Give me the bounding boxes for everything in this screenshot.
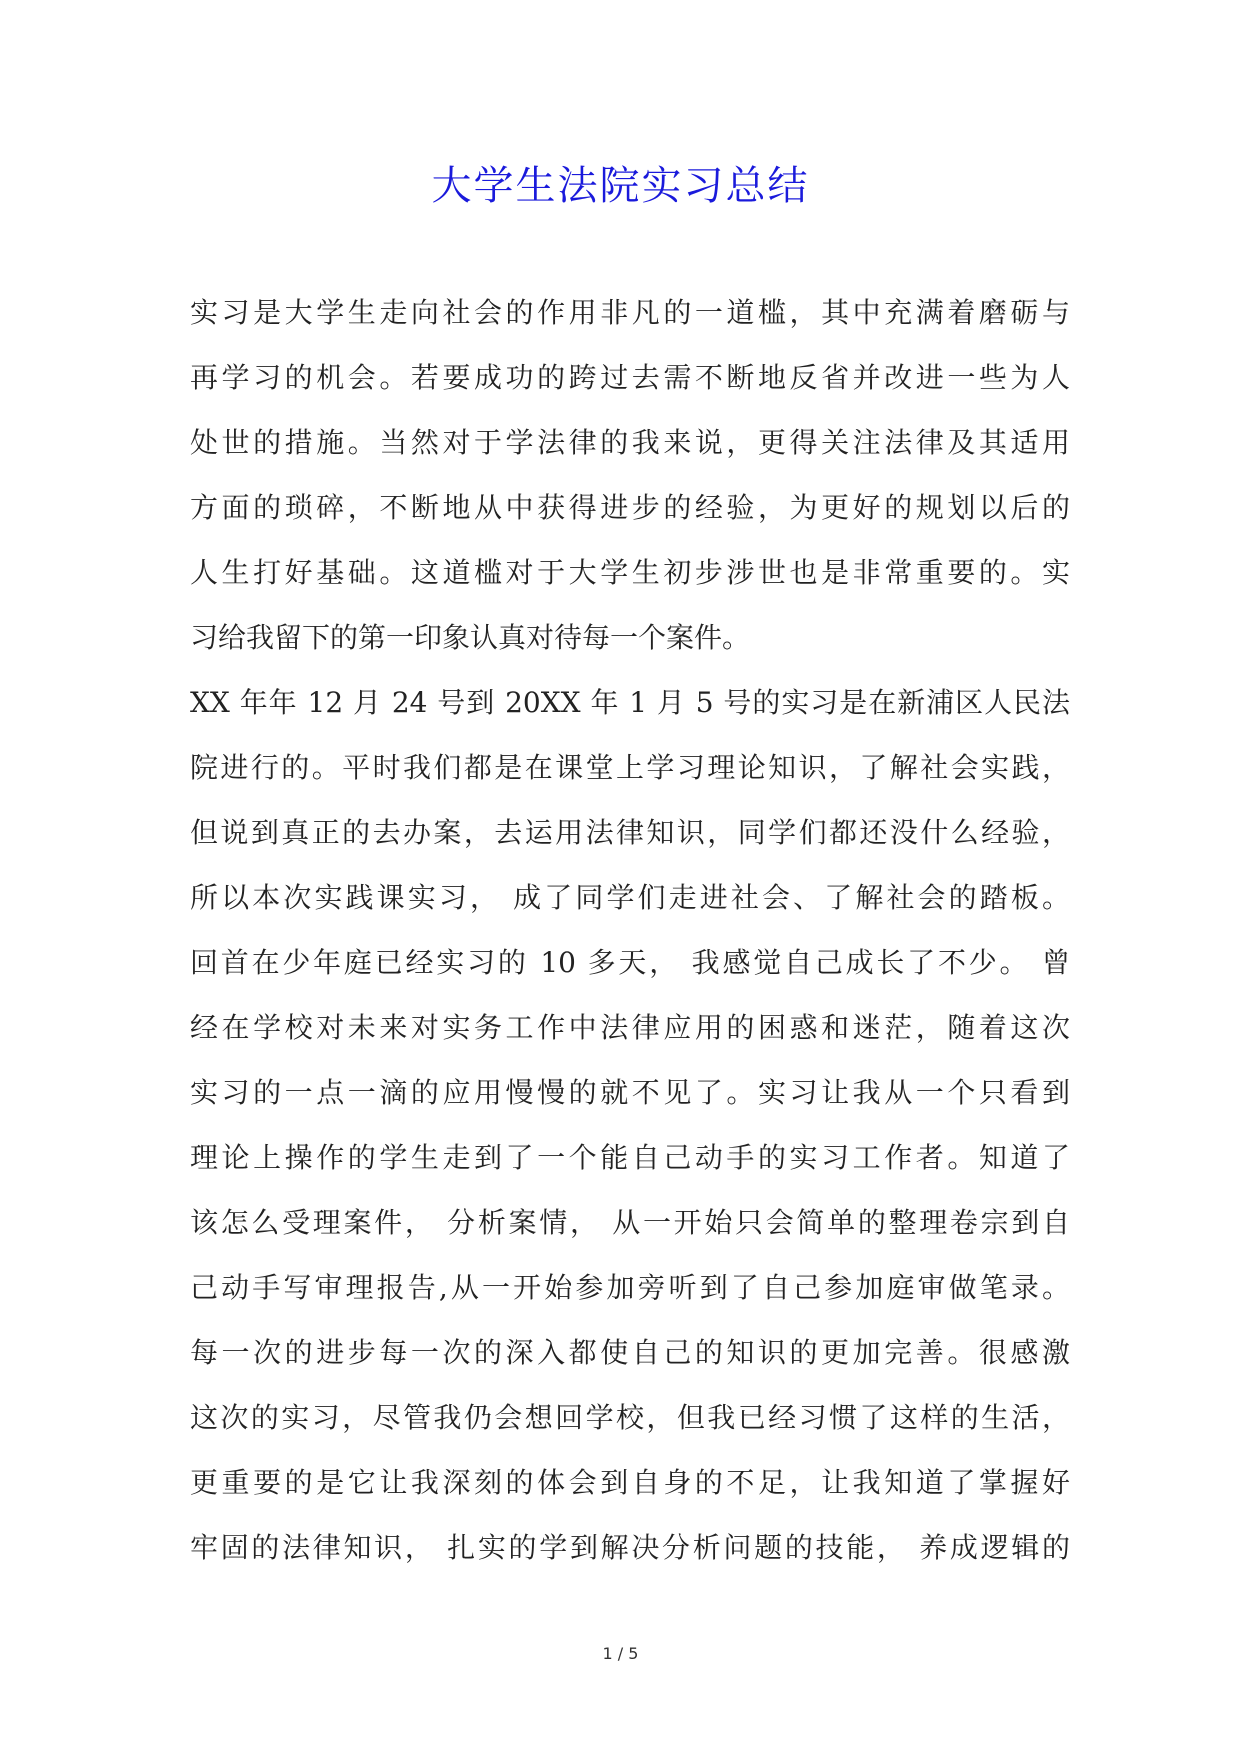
body-line: 牢固的法律知识， 扎实的学到解决分析问题的技能， 养成逻辑的 [190, 1531, 1070, 1564]
body-line: 院进行的。平时我们都是在课堂上学习理论知识，了解社会实践， [190, 751, 1070, 784]
body-line: 再学习的机会。若要成功的跨过去需不断地反省并改进一些为人 [190, 361, 1070, 394]
body-line: 处世的措施。当然对于学法律的我来说，更得关注法律及其适用 [190, 426, 1070, 459]
body-line: 理论上操作的学生走到了一个能自己动手的实习工作者。知道了 [190, 1141, 1070, 1174]
document-body [190, 280, 1070, 1580]
body-line: 实习是大学生走向社会的作用非凡的一道槛，其中充满着磨砺与 [190, 296, 1070, 329]
body-line: 更重要的是它让我深刻的体会到自身的不足，让我知道了掌握好 [190, 1466, 1070, 1499]
page-number: 1 / 5 [602, 1644, 639, 1663]
body-line: 习给我留下的第一印象认真对待每一个案件。 [190, 621, 751, 654]
body-line: 每一次的进步每一次的深入都使自己的知识的更加完善。很感激 [190, 1336, 1070, 1369]
body-line: 所以本次实践课实习， 成了同学们走进社会、了解社会的踏板。 [190, 881, 1070, 914]
body-line: 回首在少年庭已经实习的 10 多天， 我感觉自己成长了不少。 曾 [190, 946, 1070, 979]
body-line: 实习的一点一滴的应用慢慢的就不见了。实习让我从一个只看到 [190, 1076, 1070, 1109]
body-line: 己动手写审理报告,从一开始参加旁听到了自己参加庭审做笔录。 [190, 1271, 1070, 1304]
body-line: 但说到真正的去办案，去运用法律知识，同学们都还没什么经验， [190, 816, 1070, 849]
document-title: 大学生法院实习总结 [431, 163, 810, 209]
body-line: XX 年年 12 月 24 号到 20XX 年 1 月 5 号的实习是在新浦区人民法 [190, 686, 1070, 719]
body-line: 方面的琐碎，不断地从中获得进步的经验，为更好的规划以后的 [190, 491, 1070, 524]
body-line: 这次的实习，尽管我仍会想回学校，但我已经习惯了这样的生活， [190, 1401, 1070, 1434]
body-line: 人生打好基础。这道槛对于大学生初步涉世也是非常重要的。实 [190, 556, 1070, 589]
body-line: 该怎么受理案件， 分析案情， 从一开始只会简单的整理卷宗到自 [190, 1206, 1070, 1239]
body-line: 经在学校对未来对实务工作中法律应用的困惑和迷茫，随着这次 [190, 1011, 1070, 1044]
